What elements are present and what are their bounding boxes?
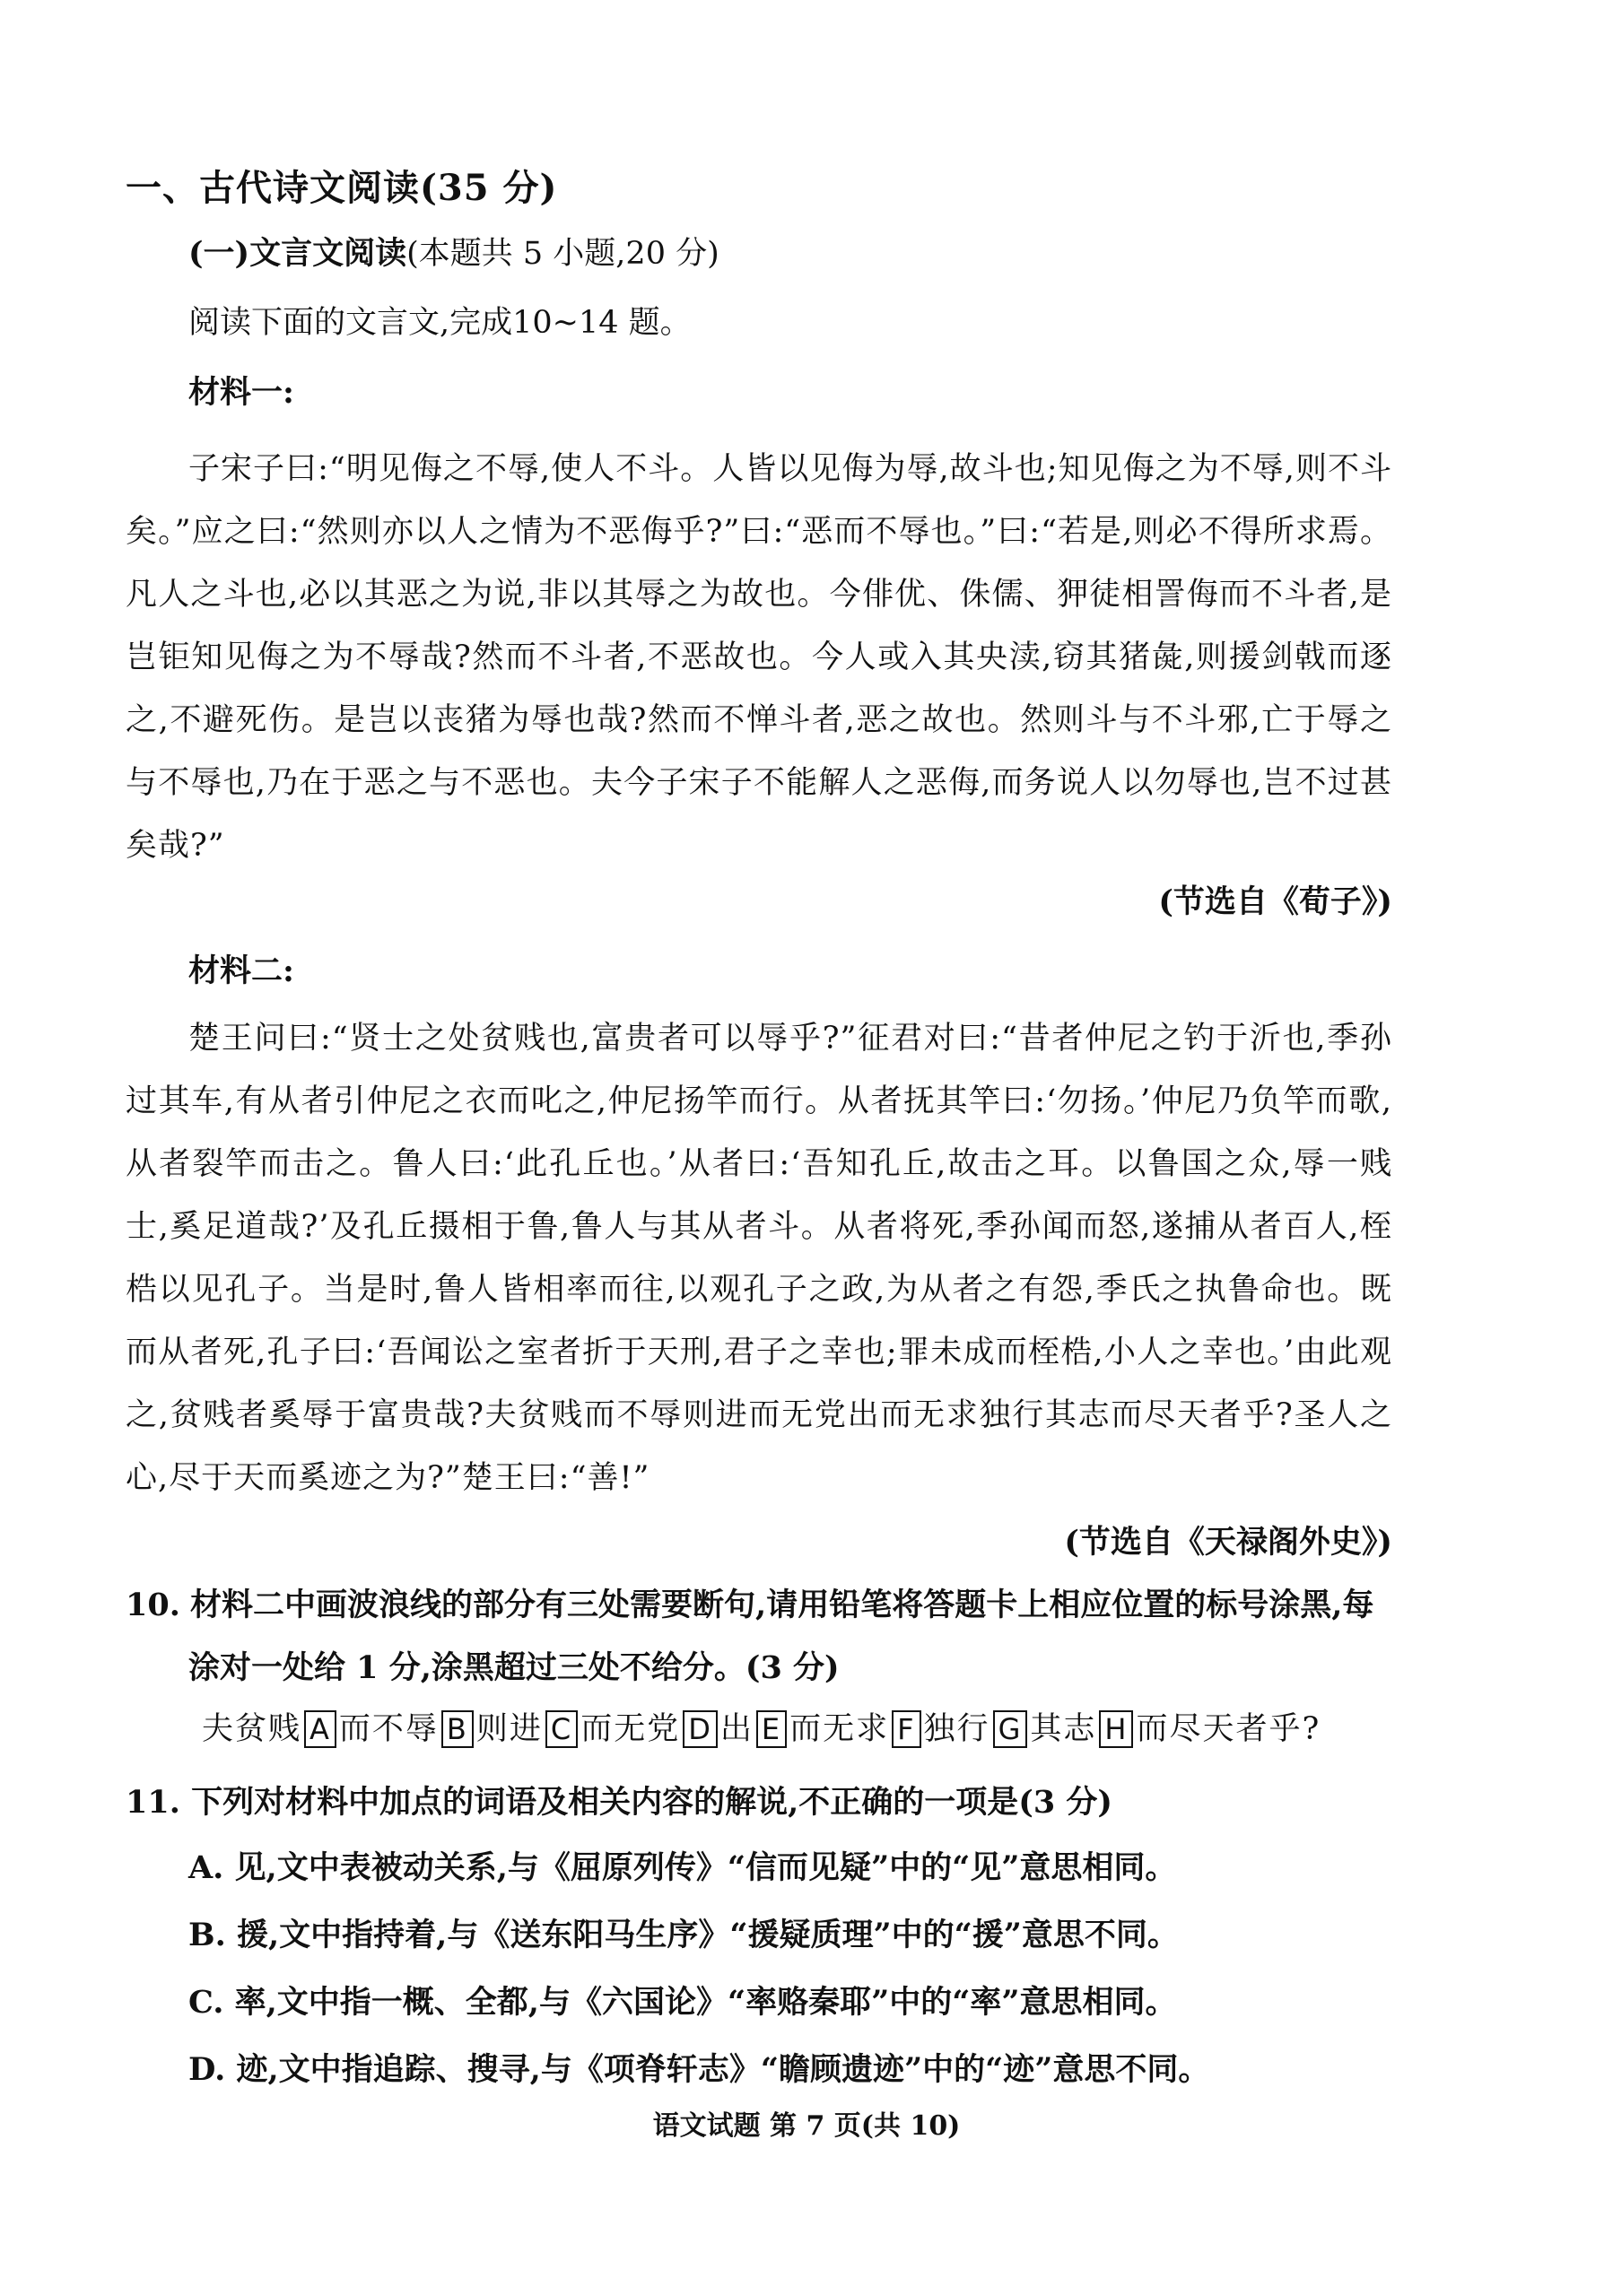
question-11-option-c: C. 率,文中指一概、全都,与《六国论》“率赂秦耶”中的“率”意思相同。	[188, 1984, 1177, 2021]
material1-label: 材料一:	[188, 374, 294, 411]
subsection-heading	[188, 229, 719, 274]
break-box-f: F	[892, 1710, 920, 1748]
material1-source: (节选自《荀子》)	[1158, 883, 1392, 920]
page-footer: 语文试题 第 7 页(共 10)	[652, 2110, 961, 2142]
segment: 而无求	[789, 1711, 890, 1747]
question-11-text: 11. 下列对材料中加点的词语及相关内容的解说,不正确的一项是(3 分)	[126, 1784, 1112, 1821]
material2-source: (节选自《天禄阁外史》)	[1064, 1524, 1392, 1561]
question-11-option-d: D. 迹,文中指追踪、搜寻,与《项脊轩志》“瞻顾遗迹”中的“迹”意思不同。	[188, 2051, 1210, 2088]
break-box-e: E	[756, 1710, 787, 1748]
material2-label: 材料二:	[188, 952, 294, 989]
question-11-option-b: B. 援,文中指持着,与《送东阳马生序》“援疑质理”中的“援”意思不同。	[188, 1917, 1179, 1953]
segment: 而尽天者乎?	[1136, 1711, 1321, 1747]
question-10-line2: 涂对一处给 1 分,涂黑超过三处不给分。(3 分)	[188, 1649, 840, 1686]
segment: 而不辱	[338, 1711, 439, 1747]
segment: 独行	[923, 1711, 990, 1747]
break-box-a: A	[304, 1710, 336, 1748]
subsection-title: (一)文言文阅读	[188, 235, 407, 272]
question-10-number: 10.	[126, 1587, 180, 1623]
break-box-b: B	[441, 1710, 474, 1748]
segment: 出	[719, 1711, 754, 1747]
instruction: 阅读下面的文言文,完成10~14 题。	[188, 305, 692, 341]
segment: 则进	[475, 1711, 543, 1747]
break-box-d: D	[683, 1710, 718, 1748]
question-10-text: 材料二中画波浪线的部分有三处需要断句,请用铅笔将答题卡上相应位置的标号涂黑,每	[190, 1587, 1374, 1623]
question-10-sentence	[202, 1704, 1321, 1749]
break-box-h: H	[1099, 1710, 1133, 1748]
segment: 夫贫贱	[202, 1711, 302, 1747]
material2-text: 楚王问曰:“贤士之处贫贱也,富贵者可以辱乎?”征君对曰:“昔者仲尼之钓于沂也,季孙过其车,有从者引仲尼之衣而叱之,仲尼扬竿而行。从者抚其竿曰:‘勿扬。’仲尼乃负竿而歌,从者裂竿而击之。鲁人曰:‘此孔丘也。’从者曰:‘吾知孔丘,故击之耳。以鲁国之众,辱一贱士,奚足道哉?’及孔丘摄相于鲁,鲁人与其从者斗。从者将死,季孙闻而怒,遂捕从者百人,桎梏以见孔子。当是时,鲁人皆相率而往,以观孔子之政,为从者之有怨,季氏之执鲁命也。既而从者死,孔子曰:‘吾闻讼之室者折于天刑,君子之幸也;罪未成而桎梏,小人之幸也。’由此观之,贫贱者奚辱于富贵哉?夫贫贱而不辱则进而无党出而无求独行其志而尽天者乎?圣人之心,尽于天而奚迹之为?”楚王曰:“善!”	[126, 1021, 1392, 1496]
question-10	[126, 1574, 1392, 1700]
break-box-c: C	[545, 1710, 578, 1748]
section-title: 一、古代诗文阅读(35 分)	[126, 167, 558, 209]
break-box-g: G	[993, 1710, 1028, 1748]
subsection-note: (本题共 5 小题,20 分)	[406, 236, 719, 272]
material1-text: 子宋子曰:“明见侮之不辱,使人不斗。人皆以见侮为辱,故斗也;知见侮之为不辱,则不斗矣。”应之曰:“然则亦以人之情为不恶侮乎?”曰:“恶而不辱也。”曰:“若是,则必不得所求焉。凡人之斗也,必以其恶之为说,非以其辱之为故也。今俳优、侏儒、狎徒相詈侮而不斗者,是岂钜知见侮之为不辱哉?然而不斗者,不恶故也。今人或入其央渎,窃其猪彘,则援剑戟而逐之,不避死伤。是岂以丧猪为辱也哉?然而不惮斗者,恶之故也。然则斗与不斗邪,亡于辱之与不辱也,乃在于恶之与不恶也。夫今子宋子不能解人之恶侮,而务说人以勿辱也,岂不过甚矣哉?”	[126, 451, 1392, 864]
question-10-line1	[126, 1574, 1392, 1637]
segment: 而无党	[580, 1711, 681, 1747]
segment: 其志	[1030, 1711, 1097, 1747]
question-11-option-a: A. 见,文中表被动关系,与《屈原列传》“信而见疑”中的“见”意思相同。	[188, 1849, 1177, 1886]
